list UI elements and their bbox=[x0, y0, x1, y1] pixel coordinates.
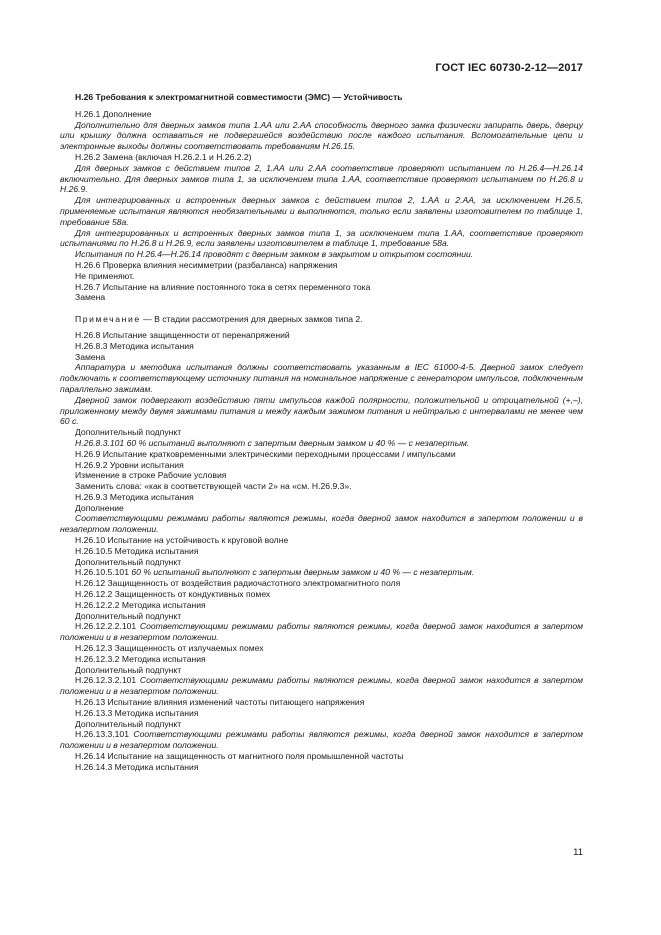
paragraph bbox=[60, 503, 583, 514]
paragraph-text: Н.26.10.5 Методика испытания bbox=[75, 545, 199, 556]
paragraph bbox=[60, 578, 583, 589]
paragraph bbox=[60, 557, 583, 568]
paragraph bbox=[60, 611, 583, 622]
paragraph-text: Н.26.10 Испытание на устойчивость к круговой волне bbox=[75, 535, 289, 546]
paragraph bbox=[60, 271, 583, 282]
paragraph-text: Дополнительный подпункт bbox=[75, 664, 182, 675]
paragraph-text: Соответствующими режимами работы являются режимы, когда дверной замок находится в запертом положении и в незапертом положении. bbox=[60, 513, 583, 535]
paragraph-text: Дополнительный подпункт bbox=[75, 427, 182, 438]
paragraph-text: Н.26.1 Дополнение bbox=[75, 108, 152, 119]
paragraph bbox=[60, 228, 583, 250]
paragraph bbox=[60, 352, 583, 363]
paragraph bbox=[60, 282, 583, 293]
paragraph-text: Н.26.12.3.2 Методика испытания bbox=[75, 653, 206, 664]
paragraph-text: Н.26.12.2 Защищенность от кондуктивных помех bbox=[75, 589, 271, 600]
paragraph-text: Н.26.8 Испытание защищенности от перенапряжений bbox=[75, 329, 290, 340]
paragraph bbox=[60, 292, 583, 303]
document-header: ГОСТ IEC 60730-2-12—2017 bbox=[435, 62, 583, 74]
clause-number: Н.26.12.3.2.101 bbox=[75, 675, 140, 686]
paragraph-text: Дополнительный подпункт bbox=[75, 556, 182, 567]
paragraph bbox=[60, 163, 583, 195]
paragraph-text: Н.26.2 Замена (включая Н.26.2.1 и Н.26.2.2) bbox=[75, 151, 252, 162]
paragraph bbox=[60, 729, 583, 751]
paragraph-text: Не применяют. bbox=[75, 270, 135, 281]
paragraph-text: Н.26.6 Проверка влияния несимметрии (разбаланса) напряжения bbox=[75, 259, 338, 270]
paragraph-text: Н.26.9.2 Уровни испытания bbox=[75, 459, 184, 470]
paragraph-text: Н.26.14.3 Методика испытания bbox=[75, 761, 199, 772]
paragraph bbox=[60, 330, 583, 341]
paragraph-text: Испытания по Н.26.4—Н.26.14 проводят с дверным замком в закрытом и открытом состоянии. bbox=[75, 249, 474, 260]
paragraph-text: 60 % испытаний выполняют с запертым дверным замком и 40 % — с незапертым. bbox=[131, 567, 475, 578]
paragraph-text: Аппаратура и методика испытания должны соответствовать указанным в IEC 61000-4-5. Дверной замок следует подключать к соответствующему источнику питания на номинальное напряжение с генератором импульсов, подключенным параллельно зажимам. bbox=[60, 362, 583, 394]
paragraph-text: Заменить слова: «как в соответствующей части 2» на «см. Н.26.9.3». bbox=[75, 481, 352, 492]
paragraph-text: Дверной замок подвергают воздействию пяти импульсов каждой полярности, положительной и отрицательной (+,–), приложенному между двумя зажимами питания и между каждым зажимом питания и нейтралью с интервалами не менее чем 60 с. bbox=[60, 394, 583, 427]
paragraph-text: Н.26.7 Испытание на влияние постоянного тока в сетях переменного тока bbox=[75, 281, 371, 292]
paragraph-text: Замена bbox=[75, 351, 106, 362]
paragraph bbox=[60, 362, 583, 394]
paragraph bbox=[60, 438, 583, 449]
paragraph bbox=[60, 589, 583, 600]
paragraph-text: Н.26.13 Испытание влияния изменений частоты питающего напряжения bbox=[75, 697, 365, 708]
paragraph bbox=[60, 762, 583, 773]
text-block-2 bbox=[60, 330, 583, 773]
paragraph bbox=[60, 600, 583, 611]
paragraph-text: Соответствующими режимами работы являются режимы, когда дверной замок находится в запертом положении и в незапертом положении. bbox=[60, 675, 584, 697]
paragraph-text: Дополнительный подпункт bbox=[75, 718, 182, 729]
paragraph-text: Н.26.9 Испытание кратковременными электрическими переходными процессами / импульсами bbox=[75, 448, 456, 459]
note-text: — В стадии рассмотрения для дверных замков типа 2. bbox=[140, 314, 363, 325]
page-number: 11 bbox=[573, 847, 583, 858]
paragraph bbox=[60, 460, 583, 471]
paragraph-text: Н.26.8.3.101 60 % испытаний выполняют с запертым дверным замком и 40 % — с незапертым. bbox=[75, 437, 470, 448]
page-body bbox=[60, 92, 583, 773]
paragraph bbox=[60, 708, 583, 719]
paragraph bbox=[60, 751, 583, 762]
paragraph-text: Н.26.9.3 Методика испытания bbox=[75, 491, 194, 502]
clause-number: Н.26.12.2.2.101 bbox=[75, 621, 140, 632]
paragraph-text: Дополнительно для дверных замков типа 1.АА или 2.АА способность дверного замка физически запирать дверь, дверцу или крышку должна оставаться не подвергшейся воздействию после каждого испытания. Вспомогательные цепи и электронные выходы должны соответствовать требованиям Н.26.15. bbox=[60, 119, 583, 152]
paragraph bbox=[60, 675, 583, 697]
paragraph bbox=[60, 195, 583, 227]
text-block-1 bbox=[60, 109, 583, 303]
paragraph-text: Для интегрированных и встроенных дверных замков с действием типов 2, 1.АА и 2.АА, за исключением Н.26.5, применяемые испытания являются необязательными и выполняются, только если заявлены изготовителем по таблице 1, требование 58а. bbox=[60, 195, 583, 227]
note-label: Примечание bbox=[75, 314, 141, 325]
paragraph bbox=[60, 492, 583, 503]
paragraph bbox=[60, 513, 583, 535]
paragraph-text: Соответствующими режимами работы являются режимы, когда дверной замок находится в запертом положении и в незапертом положении. bbox=[60, 729, 583, 751]
paragraph bbox=[60, 535, 583, 546]
note bbox=[60, 314, 583, 325]
paragraph-text: Н.26.12.2.2 Методика испытания bbox=[75, 599, 206, 610]
paragraph bbox=[60, 109, 583, 120]
paragraph bbox=[60, 260, 583, 271]
paragraph bbox=[60, 643, 583, 654]
paragraph-text: Н.26.14 Испытание на защищенность от магнитного поля промышленной частоты bbox=[75, 751, 404, 762]
paragraph bbox=[60, 341, 583, 352]
paragraph bbox=[60, 249, 583, 260]
paragraph bbox=[60, 697, 583, 708]
paragraph-text: Дополнение bbox=[75, 502, 124, 513]
paragraph bbox=[60, 481, 583, 492]
paragraph bbox=[60, 654, 583, 665]
paragraph-text: Для дверных замков с действием типов 2, 1.АА или 2.АА соответствие проверяют испытанием по Н.26.4—Н.26.14 включительно. Для дверных замков типа 1, за исключением типа 1.АА, соответствие проверяют испытанием по Н.26.8 и Н.26.9. bbox=[60, 162, 583, 195]
paragraph-text: Изменение в строке Рабочие условия bbox=[75, 470, 227, 481]
paragraph bbox=[60, 719, 583, 730]
paragraph bbox=[60, 470, 583, 481]
paragraph bbox=[60, 665, 583, 676]
paragraph bbox=[60, 567, 583, 578]
paragraph-text: Замена bbox=[75, 292, 106, 303]
paragraph-text: Н.26.8.3 Методика испытания bbox=[75, 340, 194, 351]
paragraph-text: Н.26.12 Защищенность от воздействия радиочастотного электромагнитного поля bbox=[75, 578, 401, 589]
paragraph-text: Н.26.13.3 Методика испытания bbox=[75, 707, 199, 718]
clause-number: Н.26.10.5.101 bbox=[75, 567, 132, 578]
paragraph bbox=[60, 546, 583, 557]
section-heading: Н.26 Требования к электромагнитной совместимости (ЭМС) — Устойчивость bbox=[75, 92, 403, 102]
paragraph bbox=[60, 621, 583, 643]
paragraph bbox=[60, 152, 583, 163]
paragraph-text: Н.26.12.3 Защищенность от излучаемых помех bbox=[75, 643, 264, 654]
paragraph bbox=[60, 120, 583, 152]
paragraph bbox=[60, 449, 583, 460]
paragraph-text: Для интегрированных и встроенных дверных замков типа 1, за исключением типа 1.АА, соответствие проверяют испытаниями по Н.26.8 и Н.26.9, если заявлены изготовителем в таблице 1, требование 58а. bbox=[60, 227, 583, 249]
paragraph-text: Соответствующими режимами работы являются режимы, когда дверной замок находится в запертом положении и в незапертом положении. bbox=[60, 621, 584, 643]
paragraph bbox=[60, 395, 583, 427]
clause-number: Н.26.13.3.101 bbox=[75, 729, 134, 740]
paragraph-text: Дополнительный подпункт bbox=[75, 610, 182, 621]
paragraph bbox=[60, 427, 583, 438]
